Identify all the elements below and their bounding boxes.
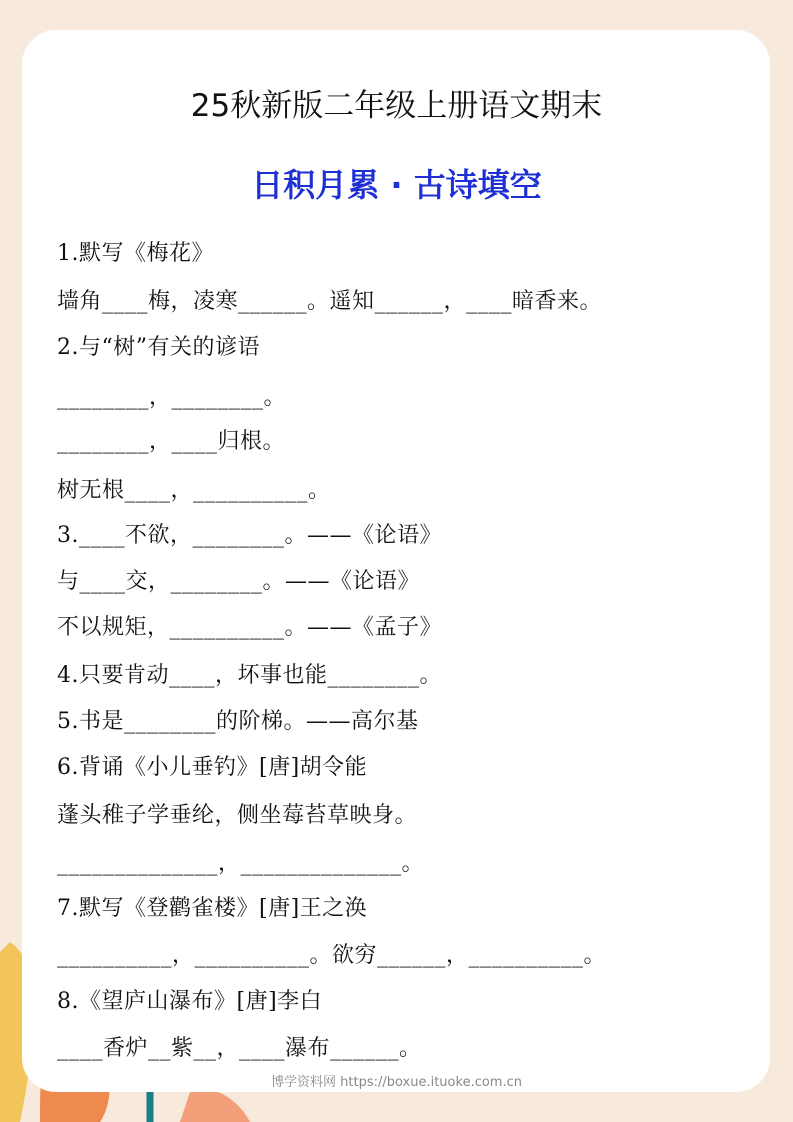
question-8-fill-line: ____香炉__紫__，____瀑布______。 bbox=[57, 1036, 422, 1061]
question-1-heading: 1.默写《梅花》 bbox=[57, 241, 214, 266]
question-4-fill-line: 4.只要肯动____，坏事也能________。 bbox=[57, 663, 442, 688]
watermark-footer: 博学资料网 https://boxue.ituoke.com.cn bbox=[271, 1075, 522, 1090]
question-2-heading: 2.与“树”有关的谚语 bbox=[57, 335, 260, 360]
question-5-fill-line: 5.书是________的阶梯。——高尔基 bbox=[57, 709, 419, 734]
section-subtitle: 日积月累 · 古诗填空 bbox=[251, 166, 542, 204]
page-title: 25秋新版二年级上册语文期末 bbox=[190, 88, 603, 124]
question-2-fill-line: 树无根____，__________。 bbox=[57, 478, 331, 503]
question-7-heading: 7.默写《登鹳雀楼》[唐]王之涣 bbox=[57, 896, 368, 921]
question-2-fill-line: ________，________。 bbox=[57, 385, 287, 410]
question-6-fill-line: ______________，______________。 bbox=[57, 851, 425, 876]
question-3-fill-line: 与____交，________。——《论语》 bbox=[57, 569, 421, 594]
question-6-poem-line: 蓬头稚子学垂纶，侧坐莓苔草映身。 bbox=[57, 803, 418, 828]
question-1-fill-line: 墙角____梅，凌寒______。遥知______，____暗香来。 bbox=[57, 289, 603, 314]
question-7-fill-line: __________，__________。欲穷______，__________。 bbox=[57, 943, 607, 968]
question-6-heading: 6.背诵《小儿垂钓》[唐]胡令能 bbox=[57, 755, 368, 780]
question-8-heading: 8.《望庐山瀑布》[唐]李白 bbox=[57, 989, 323, 1014]
question-2-fill-line: ________，____归根。 bbox=[57, 429, 286, 454]
question-3-fill-line: 3.____不欲，________。——《论语》 bbox=[57, 523, 442, 548]
question-3-fill-line: 不以规矩，__________。——《孟子》 bbox=[57, 615, 443, 640]
